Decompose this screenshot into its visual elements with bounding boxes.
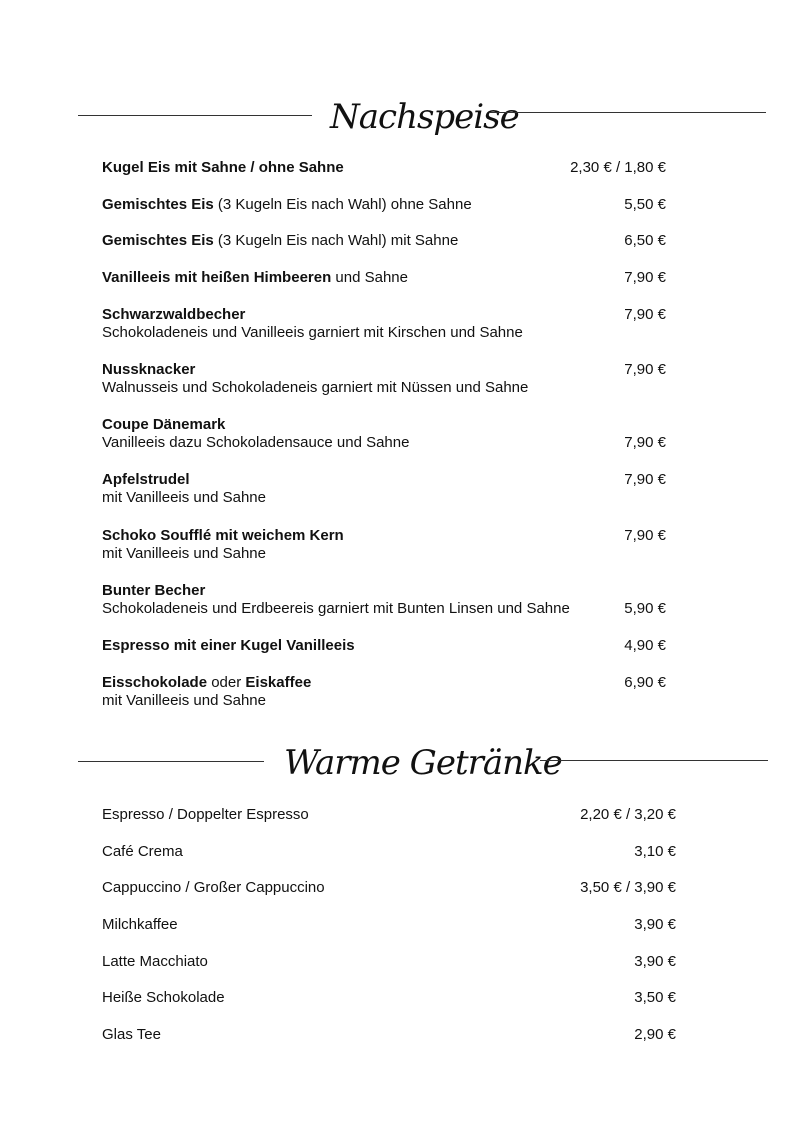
dessert-item <box>102 159 344 177</box>
dessert-item <box>102 674 311 710</box>
drink-item-name: Cappuccino / Großer Cappuccino <box>102 879 325 896</box>
dessert-item <box>102 196 472 214</box>
dessert-item-name: Schoko Soufflé mit weichem Kern <box>102 527 344 544</box>
drink-item-name: Heiße Schokolade <box>102 989 225 1006</box>
dessert-item-description: mit Vanilleeis und Sahne <box>102 545 266 562</box>
drink-item-price: 3,90 € <box>634 916 676 933</box>
drink-item-price: 3,10 € <box>634 843 676 860</box>
dessert-item-title <box>102 196 472 213</box>
dessert-item-name: Vanilleeis mit heißen Himbeeren <box>102 269 332 286</box>
dessert-item-name: Bunter Becher <box>102 582 206 599</box>
hot-drinks-title: Warme Getränke <box>284 743 562 783</box>
dessert-item-description: mit Vanilleeis und Sahne <box>102 489 266 506</box>
dessert-item-description: mit Vanilleeis und Sahne <box>102 692 266 709</box>
dessert-item-price: 5,90 € <box>624 600 666 617</box>
dessert-item <box>102 361 528 397</box>
dessert-item-price: 6,90 € <box>624 674 666 691</box>
dessert-item-name: Nussknacker <box>102 361 196 378</box>
dessert-item-detail: und Sahne <box>331 269 408 286</box>
drink-item-price: 3,90 € <box>634 953 676 970</box>
dessert-item-title <box>102 582 205 599</box>
drink-item-price: 2,20 € / 3,20 € <box>580 806 676 823</box>
dessert-heading <box>0 96 793 146</box>
heading-rule-right <box>490 112 766 113</box>
dessert-item-price: 7,90 € <box>624 306 666 323</box>
dessert-item-description: Schokoladeneis und Vanilleeis garniert mit Kirschen und Sahne <box>102 324 523 341</box>
dessert-item-title <box>102 416 225 433</box>
dessert-item <box>102 306 523 342</box>
dessert-item-price: 6,50 € <box>624 232 666 249</box>
dessert-item-price: 2,30 € / 1,80 € <box>570 159 666 176</box>
dessert-item-title <box>102 674 311 691</box>
dessert-item-name: Eiskaffee <box>245 674 312 691</box>
dessert-item-description: Vanilleeis dazu Schokoladensauce und Sahne <box>102 434 410 451</box>
dessert-item-price: 4,90 € <box>624 637 666 654</box>
dessert-item-price: 7,90 € <box>624 361 666 378</box>
dessert-item-title <box>102 637 355 654</box>
dessert-item-name: Gemischtes Eis <box>102 196 214 213</box>
dessert-item <box>102 232 458 250</box>
dessert-item-name: Coupe Dänemark <box>102 416 226 433</box>
dessert-item-name: Gemischtes Eis <box>102 232 214 249</box>
dessert-item-description: Schokoladeneis und Erdbeereis garniert mit Bunten Linsen und Sahne <box>102 600 570 617</box>
dessert-item-title <box>102 361 195 378</box>
dessert-item-title <box>102 527 344 544</box>
dessert-item <box>102 471 266 507</box>
dessert-item <box>102 637 355 655</box>
dessert-item-title <box>102 471 190 488</box>
drink-item-price: 3,50 € / 3,90 € <box>580 879 676 896</box>
dessert-item-detail: oder <box>207 674 246 691</box>
dessert-item-title <box>102 306 245 323</box>
dessert-item-price: 7,90 € <box>624 269 666 286</box>
drink-item-price: 3,50 € <box>634 989 676 1006</box>
dessert-item-price: 7,90 € <box>624 527 666 544</box>
dessert-item-title <box>102 159 344 176</box>
dessert-item-name: Eisschokolade <box>102 674 208 691</box>
dessert-item-title <box>102 269 408 286</box>
dessert-item-name: Kugel Eis mit Sahne / ohne Sahne <box>102 159 344 176</box>
dessert-item-description: Walnusseis und Schokoladeneis garniert mit Nüssen und Sahne <box>102 379 529 396</box>
dessert-item <box>102 582 570 618</box>
dessert-item-detail: (3 Kugeln Eis nach Wahl) mit Sahne <box>213 232 459 249</box>
hot-drinks-heading <box>0 742 793 792</box>
heading-rule-left <box>78 115 312 116</box>
dessert-item <box>102 269 408 287</box>
dessert-item <box>102 416 409 452</box>
drink-item-name: Espresso / Doppelter Espresso <box>102 806 309 823</box>
drink-item-name: Latte Macchiato <box>102 953 208 970</box>
dessert-item-name: Espresso mit einer Kugel Vanilleeis <box>102 637 355 654</box>
heading-rule-left <box>78 761 264 762</box>
dessert-title: Nachspeise <box>330 97 519 137</box>
drink-item-price: 2,90 € <box>634 1026 676 1043</box>
dessert-item-name: Apfelstrudel <box>102 471 190 488</box>
dessert-item-price: 7,90 € <box>624 471 666 488</box>
drink-item-name: Milchkaffee <box>102 916 178 933</box>
drink-item-name: Café Crema <box>102 843 183 860</box>
dessert-item-detail: (3 Kugeln Eis nach Wahl) ohne Sahne <box>213 196 472 213</box>
heading-rule-right <box>540 760 768 761</box>
dessert-item-name: Schwarzwaldbecher <box>102 306 246 323</box>
dessert-item <box>102 527 344 563</box>
drink-item-name: Glas Tee <box>102 1026 161 1043</box>
dessert-item-price: 5,50 € <box>624 196 666 213</box>
dessert-item-title <box>102 232 458 249</box>
dessert-item-price: 7,90 € <box>624 434 666 451</box>
